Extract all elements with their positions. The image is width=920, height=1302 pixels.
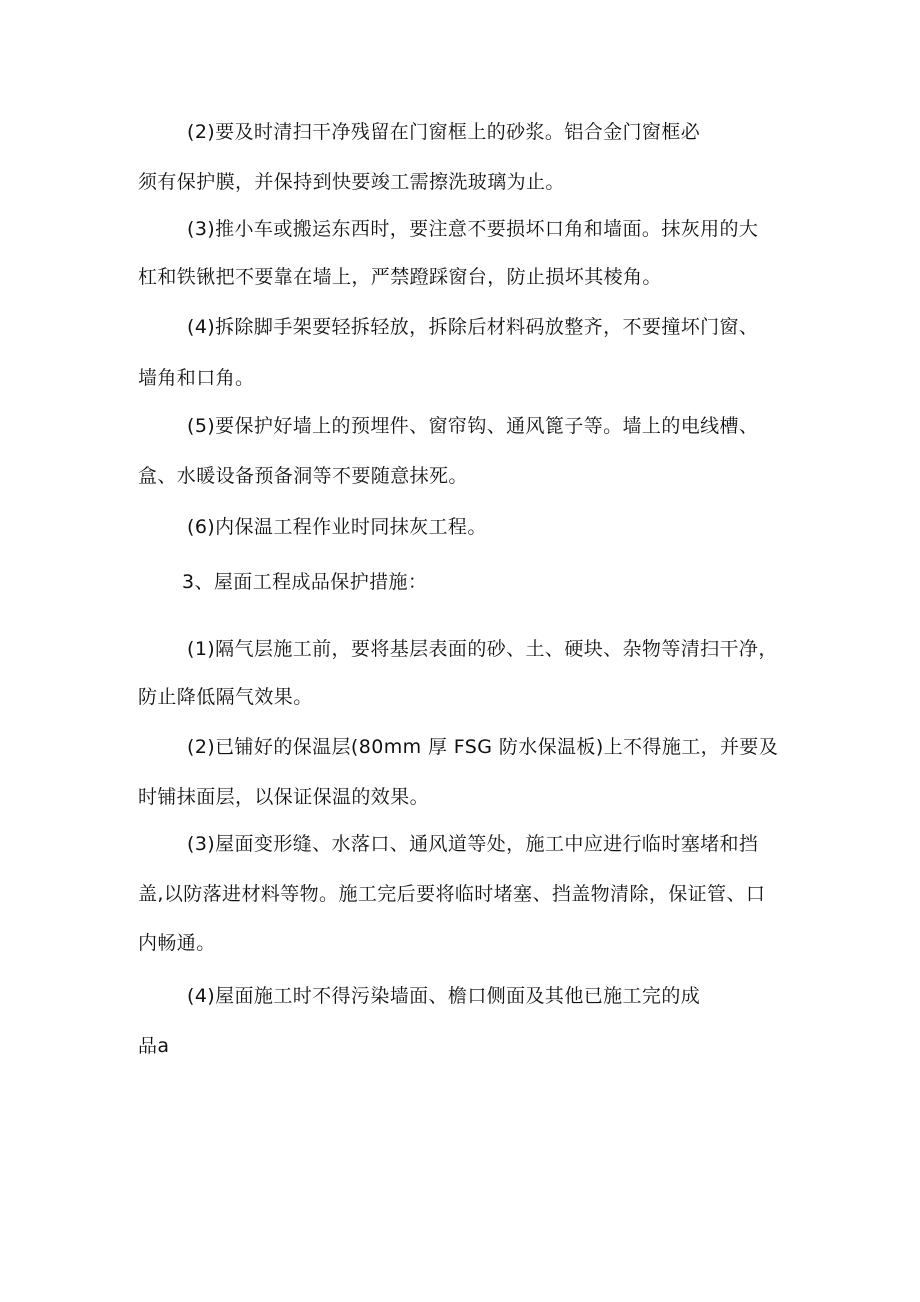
paragraph-line: 品a — [138, 1035, 170, 1057]
paragraph-line: (1)隔气层施工前，要将基层表面的砂、土、硬块、杂物等清扫干净， — [187, 638, 778, 660]
paragraph-line: 墙角和口角。 — [138, 367, 255, 389]
paragraph-line: 时铺抹面层，以保证保温的效果。 — [138, 786, 430, 808]
paragraph-line: 盒、水暖设备预备洞等不要随意抹死。 — [138, 465, 468, 487]
paragraph-line: (2)已铺好的保温层(80mm 厚 FSG 防水保温板)上不得施工，并要及 — [187, 736, 779, 758]
paragraph-line: (4)拆除脚手架要轻拆轻放，拆除后材料码放整齐，不要撞坏门窗、 — [187, 316, 759, 338]
paragraph-line: 内畅通。 — [138, 932, 216, 954]
paragraph-line: 盖,以防落进材料等物。施工完后要将临时堵塞、挡盖物清除，保证管、口 — [138, 883, 766, 905]
paragraph-line: (6)内保温工程作业时同抹灰工程。 — [187, 516, 487, 538]
paragraph-line: (4)屋面施工时不得污染墙面、檐口侧面及其他已施工完的成 — [187, 985, 701, 1007]
paragraph-line: 须有保护膜，并保持到快要竣工需擦洗玻璃为止。 — [138, 171, 565, 193]
paragraph-line: (3)屋面变形缝、水落口、通风道等处，施工中应进行临时塞堵和挡 — [187, 833, 759, 855]
paragraph-line: (2)要及时清扫干净残留在门窗框上的砂浆。铝合金门窗框必 — [187, 121, 701, 143]
paragraph-line: (5)要保护好墙上的预埋件、窗帘钩、通风篦子等。墙上的电线槽、 — [187, 415, 759, 437]
paragraph-line: (3)推小车或搬运东西时，要注意不要损坏口角和墙面。抹灰用的大 — [187, 218, 759, 240]
paragraph-line: 防止降低隔气效果。 — [138, 686, 313, 708]
section-heading: 3、屋面工程成品保护措施： — [182, 571, 428, 593]
paragraph-line: 杠和铁锹把不要靠在墙上，严禁蹬踩窗台，防止损坏其棱角。 — [138, 266, 662, 288]
